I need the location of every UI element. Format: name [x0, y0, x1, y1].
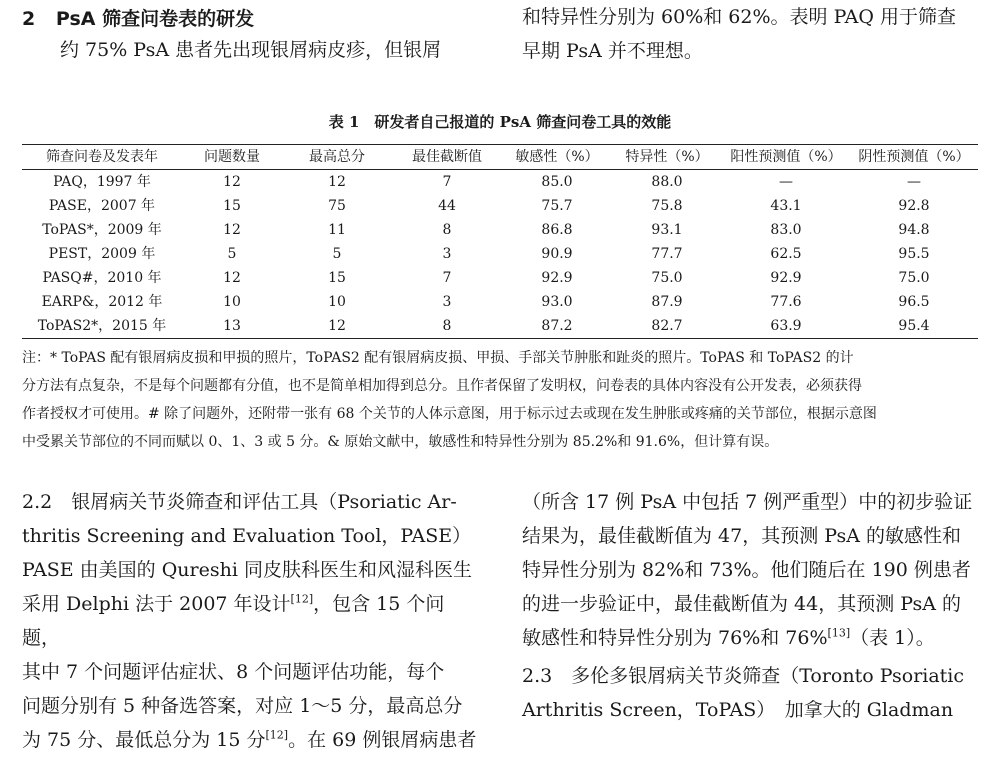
max-score: 10 — [328, 294, 346, 310]
max-score: 15 — [328, 270, 346, 286]
npv: 94.8 — [898, 222, 930, 238]
table-row — [22, 194, 978, 218]
paragraph-line: 问题分别有 5 种备选答案，对应 1～5 分，最高总分 — [22, 695, 463, 717]
npv: 75.0 — [898, 270, 930, 286]
npv: — — [907, 174, 921, 190]
subsection-heading: 2.3 多伦多银屑病关节炎筛查（Toronto Psoriatic — [522, 665, 965, 687]
paragraph-line — [22, 723, 480, 757]
sensitivity: 86.8 — [541, 222, 573, 238]
tool-name: PAQ，1997 年 — [53, 174, 151, 190]
specificity: 88.0 — [651, 174, 683, 190]
question-count: 12 — [223, 270, 241, 286]
table-row — [22, 266, 978, 290]
specificity: 87.9 — [651, 294, 683, 310]
text-span: ，包含 15 个问题， — [22, 593, 445, 649]
citation-ref: [12] — [290, 592, 314, 606]
tool-name: PASQ#，2010 年 — [42, 270, 162, 286]
specificity: 93.1 — [651, 222, 683, 238]
ppv: 77.6 — [770, 294, 802, 310]
text-span: （表 1）。 — [850, 627, 935, 649]
table-row — [22, 242, 978, 266]
ppv: 43.1 — [770, 198, 802, 214]
citation-ref: [13] — [827, 626, 851, 640]
table-header: 特异性（%） — [612, 145, 722, 170]
tool-name: EARP&，2012 年 — [41, 294, 163, 310]
question-count: 5 — [227, 246, 237, 262]
question-count: 12 — [223, 174, 241, 190]
note-line: 中受累关节部位的不同而赋以 0、1、3 或 5 分。& 原始文献中，敏感性和特异性分别为 85.2%和 91.6%，但计算有误。 — [22, 434, 779, 450]
paragraph-line: 和特异性分别为 60%和 62%。表明 PAQ 用于筛查 — [522, 6, 956, 28]
tool-name: ToPAS*，2009 年 — [42, 222, 162, 238]
ppv: 63.9 — [722, 314, 850, 339]
note-line: 注：* ToPAS 配有银屑病皮损和甲损的照片，ToPAS2 配有银屑病皮损、甲损、手部关节肿胀和趾炎的照片。ToPAS 和 ToPAS2 的计 — [22, 350, 854, 366]
question-count: 10 — [223, 294, 241, 310]
paragraph-line: 特异性分别为 82%和 73%。他们随后在 190 例患者 — [522, 559, 971, 581]
section-number: 2 — [22, 8, 36, 30]
paragraph-line — [22, 587, 480, 655]
subsection-heading: 2.2 银屑病关节炎筛查和评估工具（Psoriatic Ar- — [22, 491, 457, 513]
specificity: 82.7 — [612, 314, 722, 339]
cutoff: 8 — [442, 222, 452, 238]
paragraph-line — [522, 621, 980, 655]
table-caption: 表 1 研发者自己报道的 PsA 筛查问卷工具的效能 — [328, 113, 672, 131]
note-line: 作者授权才可使用。# 除了问题外，还附带一张有 68 个关节的人体示意图，用于标示过去或现在发生肿胀或疼痛的关节部位，根据示意图 — [22, 406, 877, 422]
max-score: 11 — [328, 222, 346, 238]
specificity: 77.7 — [651, 246, 683, 262]
left-column — [22, 485, 480, 757]
cutoff: 7 — [442, 174, 452, 190]
note-line: 分方法有点复杂，不是每个问题都有分值，也不是简单相加得到总分。且作者保留了发明权，问卷表的具体内容没有公开发表，必须获得 — [22, 378, 862, 394]
question-count: 15 — [223, 198, 241, 214]
tool-name: PASE，2007 年 — [48, 198, 156, 214]
npv: 96.5 — [898, 294, 930, 310]
sensitivity: 92.9 — [541, 270, 573, 286]
table-header: 阳性预测值（%） — [722, 145, 850, 170]
paragraph-line: 的进一步验证中，最佳截断值为 44，其预测 PsA 的 — [522, 593, 962, 615]
right-column — [522, 485, 980, 727]
data-table — [22, 144, 978, 339]
table-header: 问题数量 — [182, 145, 282, 170]
npv: 95.4 — [850, 314, 978, 339]
citation-ref: [12] — [265, 728, 289, 742]
section-heading — [22, 4, 254, 31]
paragraph-line: 结果为，最佳截断值为 47，其预测 PsA 的敏感性和 — [522, 525, 962, 547]
ppv: — — [779, 174, 793, 190]
max-score: 75 — [328, 198, 346, 214]
question-count: 12 — [223, 222, 241, 238]
sensitivity: 90.9 — [541, 246, 573, 262]
cutoff: 3 — [442, 246, 452, 262]
max-score: 12 — [328, 174, 346, 190]
paragraph-line: 约 75% PsA 患者先出现银屑病皮疹，但银屑 — [60, 39, 442, 61]
max-score: 12 — [282, 314, 392, 339]
sensitivity: 85.0 — [541, 174, 573, 190]
cutoff: 3 — [442, 294, 452, 310]
paragraph-line: PASE 由美国的 Qureshi 同皮肤科医生和风湿科医生 — [22, 559, 472, 581]
table-row — [22, 314, 978, 339]
text-span: 为 75 分、最低总分为 15 分 — [22, 729, 266, 751]
question-count: 13 — [182, 314, 282, 339]
tool-name: ToPAS2*，2015 年 — [22, 314, 182, 339]
table-header: 敏感性（%） — [502, 145, 612, 170]
table-header: 最佳截断值 — [392, 145, 502, 170]
text-span: 敏感性和特异性分别为 76%和 76% — [522, 627, 828, 649]
sensitivity: 93.0 — [541, 294, 573, 310]
paragraph-line: （所含 17 例 PsA 中包括 7 例严重型）中的初步验证 — [522, 491, 973, 513]
sensitivity: 75.7 — [541, 198, 573, 214]
npv: 95.5 — [898, 246, 930, 262]
cutoff: 8 — [392, 314, 502, 339]
table-header-row — [22, 145, 978, 170]
text-span: 采用 Delphi 法于 2007 年设计 — [22, 593, 291, 615]
table-row — [22, 290, 978, 314]
table-row — [22, 170, 978, 195]
ppv: 83.0 — [770, 222, 802, 238]
ppv: 62.5 — [770, 246, 802, 262]
text-span: 。在 69 例银屑病患者 — [288, 729, 477, 751]
specificity: 75.8 — [651, 198, 683, 214]
table-row — [22, 218, 978, 242]
paragraph-line: 早期 PsA 并不理想。 — [522, 40, 703, 62]
table-note — [22, 344, 980, 456]
max-score: 5 — [332, 246, 342, 262]
cutoff: 44 — [438, 198, 456, 214]
table-header: 最高总分 — [282, 145, 392, 170]
subsection-heading-cont: thritis Screening and Evaluation Tool，PASE） — [22, 525, 472, 547]
specificity: 75.0 — [651, 270, 683, 286]
npv: 92.8 — [898, 198, 930, 214]
cutoff: 7 — [442, 270, 452, 286]
section-title: PsA 筛查问卷表的研发 — [55, 8, 255, 30]
table-header: 筛查问卷及发表年 — [22, 145, 182, 170]
tool-name: PEST，2009 年 — [48, 246, 156, 262]
ppv: 92.9 — [770, 270, 802, 286]
subsection-heading-cont: Arthritis Screen，ToPAS） 加拿大的 Gladman — [522, 699, 954, 721]
table-header: 阴性预测值（%） — [850, 145, 978, 170]
paragraph-line: 其中 7 个问题评估症状、8 个问题评估功能，每个 — [22, 661, 445, 683]
sensitivity: 87.2 — [502, 314, 612, 339]
